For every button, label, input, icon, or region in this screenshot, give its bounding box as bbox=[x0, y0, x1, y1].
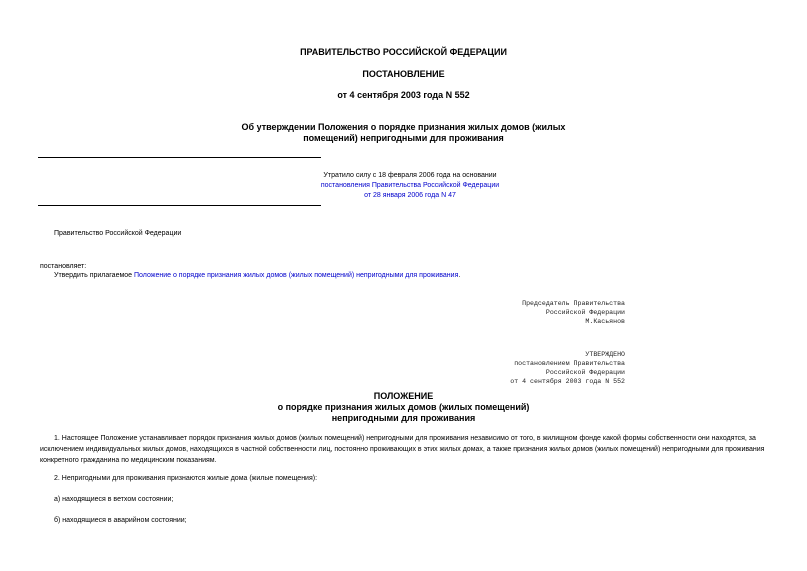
regulation-link[interactable]: Положение о порядке признания жилых домов (жилых помещений) непригодными для проживания bbox=[134, 272, 459, 279]
approved-line3: Российской Федерации bbox=[545, 369, 625, 376]
intro-text: Правительство Российской Федерации bbox=[54, 230, 182, 237]
signature-block bbox=[420, 299, 625, 326]
approve-suffix: . bbox=[458, 272, 461, 279]
divider-bottom bbox=[38, 205, 321, 206]
regulation-subtitle1: о порядке признания жилых домов (жилых помещений) bbox=[277, 402, 530, 412]
regulation-subtitle2: непригодными для проживания bbox=[331, 413, 476, 423]
expiry-note-text: Утратило силу с 18 февраля 2006 года на основании bbox=[323, 172, 497, 179]
approve-paragraph bbox=[54, 271, 460, 281]
approved-line4: от 4 сентября 2003 года N 552 bbox=[510, 378, 625, 385]
paragraph-1-line3: конкретного гражданина по медицинским показаниям. bbox=[40, 457, 217, 464]
signature-line2: Российской Федерации bbox=[545, 309, 625, 316]
paragraph-1-line2: исключением индивидуальных жилых домов, находящихся в частной собственности лиц, постоянно проживающих в этих жилых домах, а также признания жилых домов (жилых помещений) непригодными для проживания bbox=[40, 446, 765, 453]
expiry-note-link-date[interactable]: от 28 января 2006 года N 47 bbox=[364, 192, 456, 199]
paragraph-1-line1 bbox=[40, 433, 767, 444]
regulation-title: ПОЛОЖЕНИЕ bbox=[373, 391, 434, 401]
paragraph-2: 2. Непригодными для проживания признаются жилые дома (жилые помещения): bbox=[54, 475, 318, 482]
paragraph-2a: а) находящиеся в ветхом состоянии; bbox=[54, 496, 174, 503]
signature-line1: Председатель Правительства bbox=[522, 300, 625, 307]
signature-name: М.Касьянов bbox=[585, 318, 625, 325]
approved-block bbox=[420, 350, 625, 386]
paragraph-1-text1: 1. Настоящее Положение устанавливает порядок признания жилых домов (жилых помещений) непригодными для проживания независимо от того, в жилищном фонде какой формы собственности они находятся, за bbox=[54, 435, 756, 442]
divider-top bbox=[38, 157, 321, 158]
approved-line1: УТВЕРЖДЕНО bbox=[585, 351, 625, 358]
document-date-number: от 4 сентября 2003 года N 552 bbox=[337, 90, 470, 100]
document-type: ПОСТАНОВЛЕНИЕ bbox=[362, 69, 445, 79]
approved-line2: постановлением Правительства bbox=[514, 360, 625, 367]
document-title-line1: Об утверждении Положения о порядке признания жилых домов (жилых bbox=[241, 122, 566, 132]
paragraph-2b: б) находящиеся в аварийном состоянии; bbox=[54, 517, 187, 524]
approve-prefix: Утвердить прилагаемое bbox=[54, 272, 135, 279]
document-title-line2: помещений) непригодными для проживания bbox=[303, 133, 504, 143]
expiry-note-link-decree[interactable]: постановления Правительства Российской Федерации bbox=[320, 182, 500, 189]
government-name: ПРАВИТЕЛЬСТВО РОССИЙСКОЙ ФЕДЕРАЦИИ bbox=[300, 47, 507, 57]
resolves-text: постановляет: bbox=[40, 263, 87, 270]
